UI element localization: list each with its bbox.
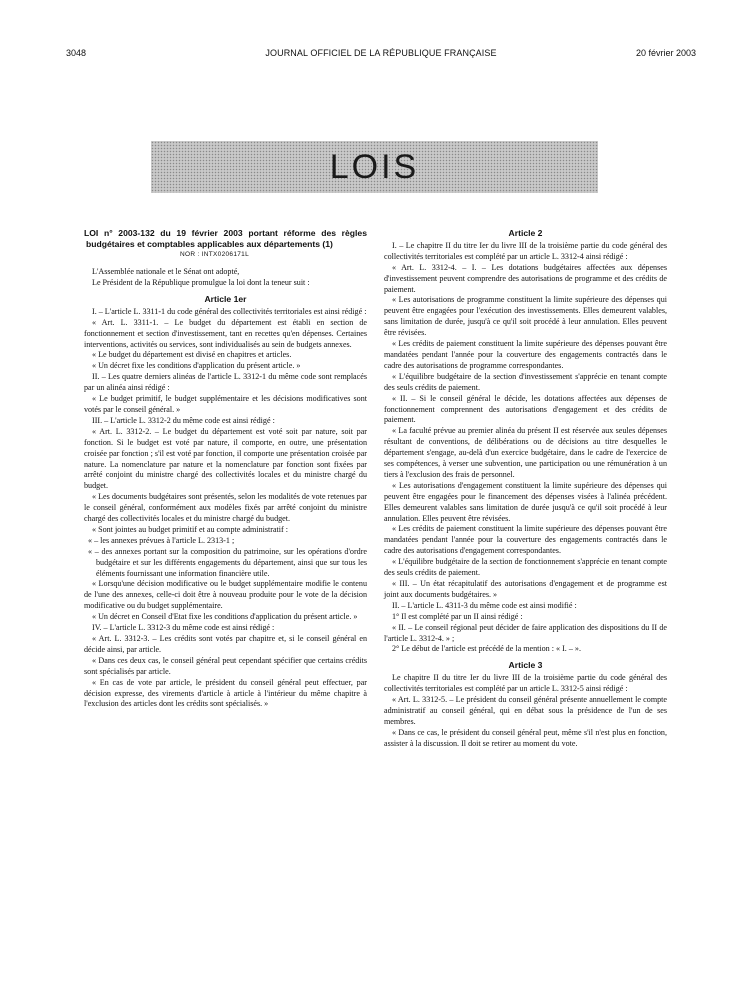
paragraph: « Les crédits de paiement constituent la limite supérieure des dépenses pouvant être mandatées pendant l'année pour la couverture des engagements contractés dans le cadre des autorisations de programme correspondantes. xyxy=(384,339,667,370)
journal-title: JOURNAL OFFICIEL DE LA RÉPUBLIQUE FRANÇAISE xyxy=(265,48,497,58)
paragraph: « La faculté prévue au premier alinéa du présent II est réservée aux seules dépenses résultant de conventions, de délibérations ou de décisions au titre desquelles le département s'engage, au-delà d'un exercice budgétaire, dans le cadre de l'exercice de ses compétences, à verser une subvention, une participation ou une rémunération à un tiers à l'exclusion des frais de personnel. xyxy=(384,426,667,479)
paragraph: I. – Le chapitre II du titre Ier du livre III de la troisième partie du code général des collectivités territoriales est complété par un article L. 3312-4 ainsi rédigé : xyxy=(384,240,667,261)
right-column xyxy=(384,228,667,750)
paragraph: « Art. L. 3312-3. – Les crédits sont votés par chapitre et, si le conseil général en décide ainsi, par article. xyxy=(84,634,367,654)
law-title: LOI n° 2003-132 du 19 février 2003 portant réforme des règles budgétaires et comptables applicables aux départements (1) xyxy=(84,228,367,249)
paragraph: « L'équilibre budgétaire de la section de fonctionnement s'apprécie en tenant compte des seuls crédits de paiement. xyxy=(384,557,667,578)
paragraph: « Lorsqu'une décision modificative ou le budget supplémentaire modifie le contenu de l'une des annexes, celle-ci doit être à nouveau produite pour le vote de la décision modificative ou du budget supplémentaire. xyxy=(84,579,367,611)
page-number: 3048 xyxy=(66,48,87,58)
nor-reference: NOR : INTX0206171L xyxy=(180,251,249,259)
paragraph: « II. – Le conseil régional peut décider de faire application des dispositions du II de l'article L. 3312-4. » ; xyxy=(384,622,667,643)
paragraph: « Les autorisations d'engagement constituent la limite supérieure des dépenses qui peuvent être engagées pour le financement des dépenses visées à l'alinéa précédent. Elles demeurent valables sans limitation de durée jusqu'à ce qu'il soit procédé à leur annulation. Elles peuvent être révisées. xyxy=(384,480,667,523)
paragraph: IV. – L'article L. 3312-3 du même code est ainsi rédigé : xyxy=(92,623,275,633)
section-banner xyxy=(151,141,598,193)
paragraph: II. – L'article L. 4311-3 du même code est ainsi modifié : xyxy=(392,600,577,610)
article-1-heading: Article 1er xyxy=(204,293,247,304)
paragraph: « Les crédits de paiement constituent la limite supérieure des dépenses pouvant être mandatées pendant l'année pour la couverture des engagements contractés dans le cadre des autorisations d'engagement correspondantes. xyxy=(384,524,667,556)
paragraph: « L'équilibre budgétaire de la section d'investissement s'apprécie en tenant compte des seuls crédits de paiement. xyxy=(384,371,667,392)
left-column xyxy=(84,228,367,710)
paragraph: « Art. L. 3312-4. – I. – Les dotations budgétaires affectées aux dépenses d'investissement peuvent comprendre des autorisations de programme et des crédits de paiement. xyxy=(384,262,667,294)
paragraph: « Dans ces deux cas, le conseil général peut cependant spécifier que certains crédits sont spécialisés par article. xyxy=(84,655,367,676)
paragraph: II. – Les quatre derniers alinéas de l'article L. 3312-1 du même code sont remplacés par un alinéa ainsi rédigé : xyxy=(84,372,367,393)
paragraph: 1° Il est complété par un II ainsi rédigé : xyxy=(392,611,523,621)
paragraph: III. – L'article L. 3312-2 du même code est ainsi rédigé : xyxy=(92,415,275,425)
paragraph: « Les documents budgétaires sont présentés, selon les modalités de vote retenues par le conseil général, conformément aux modèles fixés par arrêté conjoint du ministre chargé des collectivités locales et du ministre chargé du budget. xyxy=(84,492,367,524)
article-2-heading: Article 2 xyxy=(508,228,543,238)
paragraph: « Un décret en Conseil d'Etat fixe les conditions d'application du présent article. » xyxy=(92,612,358,622)
paragraph: « Art. L. 3312-2. – Le budget du département est voté soit par nature, soit par fonction. Si le budget est voté par nature, il comporte, en outre, une présentation croisée par fonction ; s'il est voté par fonction, il comporte une présentation croisée par nature. La nomenclature par nature et la nomenclature par fonction sont fixées par arrêté conjoint du ministre chargé des collectivités locales et du ministre chargé du budget. xyxy=(84,426,367,491)
paragraph: « Art. L. 3312-5. – Le président du conseil général présente annuellement le compte administratif au conseil général, qui en débat sous la présidence de l'un de ses membres. xyxy=(384,695,667,726)
paragraph: « Le budget du département est divisé en chapitres et articles. xyxy=(92,350,292,360)
paragraph: « Le budget primitif, le budget supplémentaire et les décisions modificatives sont votés par le conseil général. » xyxy=(84,394,367,414)
paragraph: « Un décret fixe les conditions d'application du présent article. » xyxy=(92,361,301,371)
paragraph: I. – L'article L. 3311-1 du code général des collectivités territoriales est ainsi rédigé : xyxy=(92,306,367,316)
paragraph: « Les autorisations de programme constituent la limite supérieure des dépenses qui peuvent être engagées pour l'exécution des investissements. Elles demeurent valables, sans limitation de durée, jusqu'à ce qu'il soit procédé à leur annulation. Elles peuvent être révisées. xyxy=(384,295,667,338)
article-3-heading: Article 3 xyxy=(508,660,543,671)
paragraph: « II. – Si le conseil général le décide, les dotations affectées aux dépenses de fonctionnement comprennent des autorisations d'engagement et des crédits de paiement. xyxy=(384,393,667,425)
paragraph: « Art. L. 3311-1. – Le budget du département est établi en section de fonctionnement et section d'investissement, tant en recettes qu'en dépenses. Certaines interventions, activités ou services, sont individualisés au sein de budgets annexes. xyxy=(84,317,367,349)
paragraph: « Sont jointes au budget primitif et au compte administratif : xyxy=(92,524,289,534)
paragraph: 2° Le début de l'article est précédé de la mention : « I. – ». xyxy=(392,644,581,654)
section-title: LOIS xyxy=(329,147,420,186)
page-header xyxy=(66,48,696,62)
paragraph: Le Président de la République promulgue la loi dont la teneur suit : xyxy=(92,278,310,287)
issue-date: 20 février 2003 xyxy=(635,48,696,58)
list-item: « – les annexes prévues à l'article L. 2313-1 ; xyxy=(88,535,235,545)
list-item: « – des annexes portant sur la composition du patrimoine, sur les opérations d'ordre budgétaire et sur les différents engagements du département, ainsi que sur tous les éléments fournissant une information financière utile. xyxy=(88,546,367,578)
paragraph: « En cas de vote par article, le président du conseil général peut effectuer, par décision expresse, des virements d'article à article à l'intérieur du même chapitre à l'exclusion des articles dont les crédits sont spécialisés. » xyxy=(84,677,367,709)
paragraph: L'Assemblée nationale et le Sénat ont adopté, xyxy=(92,267,240,277)
paragraph: « III. – Un état récapitulatif des autorisations d'engagement et de programme est joint aux documents budgétaires. » xyxy=(384,579,667,599)
paragraph: « Dans ce cas, le président du conseil général peut, même s'il n'est plus en fonction, assister à la discussion. Il doit se retirer au moment du vote. xyxy=(384,727,667,748)
paragraph: Le chapitre II du titre Ier du livre III de la troisième partie du code général des collectivités territoriales est complété par un article L. 3312-5 ainsi rédigé : xyxy=(384,673,667,694)
